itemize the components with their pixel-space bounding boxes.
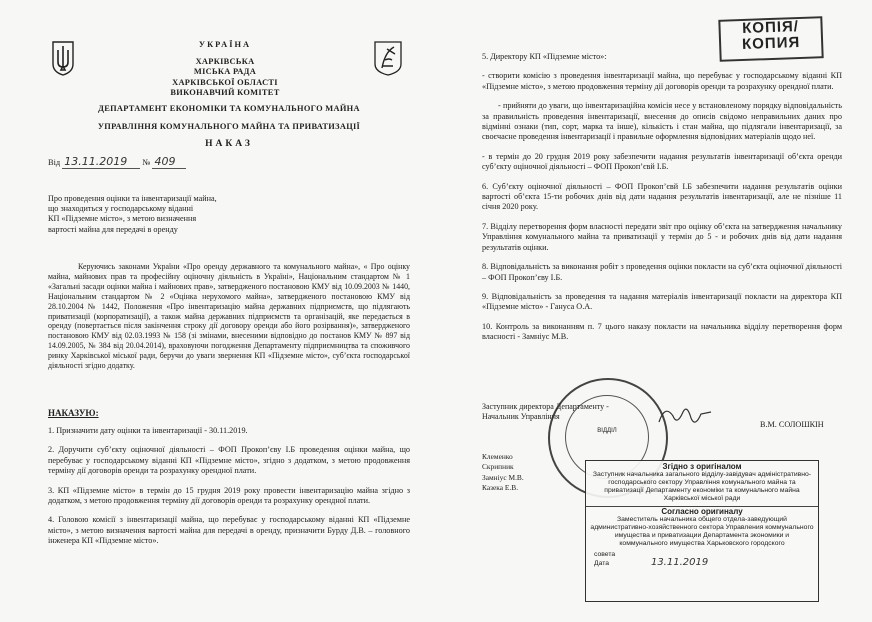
approval-text: Заступник начальника загального відділу-завідувач адміністративно-господарського сектору Управління комунального майна та приватизації Департаменту економіки та комунального майна Харківської міської ради bbox=[592, 471, 812, 502]
order-item: 8. Відповідальність за виконання робіт з проведення оцінки покласти на суб’єкта оціночної діяльності – ФОП Прокоп’єву І.Б. bbox=[482, 262, 842, 282]
order-item: 10. Контроль за виконанням п. 7 цього наказу покласти на начальника відділу перетворення форм власності - Замніус М.В. bbox=[482, 321, 842, 342]
department-name: ДЕПАРТАМЕНТ ЕКОНОМІКИ ТА КОМУНАЛЬНОГО МАЙНА bbox=[98, 104, 360, 113]
executor-name: Клеменко bbox=[482, 452, 513, 461]
order-item: 2. Доручити суб’єкту оціночної діяльності – ФОП Прокоп’єву І.Б проведення оцінки майна, що перебуває у господарському віданні КП «Підземне місто», згідно з додатком, з метою продовження терміну дії договорів оренди та розрахунку орендної плати. bbox=[48, 445, 410, 476]
order-item: - прийняти до уваги, що інвентаризаційна комісія несе у встановленому порядку відповідальність за правильність проведення інвентаризації, внесення до описів свідомо неправильних даних про відмінні ознаки (тип, сорт, марка та інше), кількість і стан майна, що підлягали інвентаризації, за своєчасне проведення інвентаризації і правильне оформлення відповідних матеріалів щодо неї. bbox=[482, 101, 842, 142]
order-item: 9. Відповідальність за проведення та надання матеріалів інвентаризації покласти на директора КП «Підземне місто» - Гануса О.А. bbox=[482, 291, 842, 312]
org-line: ВИКОНАВЧИЙ КОМІТЕТ bbox=[170, 88, 280, 97]
date-prefix: Від bbox=[48, 158, 61, 167]
copy-stamp-line: КОПИЯ bbox=[741, 33, 801, 54]
approval-date-label: Дата bbox=[594, 560, 610, 567]
signer-title: Заступник директора Департаменту - bbox=[482, 402, 609, 411]
approval-date-value: 13.11.2019 bbox=[650, 557, 709, 568]
date-number-line bbox=[48, 155, 186, 169]
subject-line: Про проведення оцінки та інвентаризації майна, bbox=[48, 194, 217, 203]
order-item: 5. Директору КП «Підземне місто»: bbox=[482, 52, 607, 61]
kharkiv-emblem-icon bbox=[373, 40, 403, 76]
nakazuyu-heading: НАКАЗУЮ: bbox=[48, 408, 99, 418]
order-items-left bbox=[48, 426, 410, 547]
preamble-text: Керуючись законами України «Про оренду державного та комунального майна», « Про оцінку майна, майнових прав та професійну оціночну діяльність в Україні», Національним стандартом № 1 «Загальні засади оцінки майна і майнових прав», затвердженого постановою КМУ від 10.09.2003 № 1440, Національним стандартом № 2 «Оцінка нерухомого майна», затвердженого постановою КМУ від 28.10.2004 № 1442, Положення «Про інвентаризацію майна державних підприємств, що підлягають приватизації (корпоратизації), а також майна державних підприємств та організацій, яке передається в оренду (повертається після закінчення строку дії договору оренди або його розірвання)», затвердженого постановою КМУ від 02.03.1993 № 158 (зі змінами, внесеними відповідно до постанов КМУ № 897 від 14.09.2005, № 384 від 20.04.2014), враховуючи погодження Департаменту підприємництва та споживчого ринку Харківської міської ради, беручи до уваги звернення КП «Підземне місто», суб’єкта господарської діяльності згідно додатку. bbox=[48, 262, 410, 371]
order-item: 6. Суб’єкту оціночної діяльності – ФОП Прокоп’євй І.Б забезпечити надання результатів оцінки вартості об’єкта 15-ти робочих днів від дати надання результатів інвентаризації, але не пізніше 11 січня 2020 року. bbox=[482, 181, 842, 212]
executor-name: Замніус М.В. bbox=[482, 472, 524, 482]
order-item: 1. Призначити дату оцінки та інвентаризації - 30.11.2019. bbox=[48, 426, 248, 435]
signer-title: Начальник Управління bbox=[482, 412, 560, 422]
org-line: ХАРКІВСЬКА bbox=[195, 56, 255, 66]
number-prefix: № bbox=[142, 158, 151, 167]
approval-title: Согласно оригиналу bbox=[661, 507, 743, 516]
directorate-name: УПРАВЛІННЯ КОМУНАЛЬНОГО МАЙНА ТА ПРИВАТИЗАЦІЇ bbox=[97, 122, 361, 131]
order-items-right bbox=[482, 52, 842, 343]
approval-stamp bbox=[585, 460, 819, 602]
order-item: 7. Відділу перетворення форм власності передати звіт про оцінку об’єкта на затвердження начальнику Управління комунального майна та приватизації у термін до 5 - и робочих днів від дати надання результатів оцінки. bbox=[482, 221, 842, 252]
order-item: - в термін до 20 грудня 2019 року забезпечити надання результатів інвентаризації об’єкта оренди суб’єкту оціночної діяльності – ФОП Прокоп’євй І.Б. bbox=[482, 151, 842, 172]
signer-name: В.М. СОЛОШКІН bbox=[760, 420, 824, 429]
org-line: ХАРКІВСЬКОЇ ОБЛАСТІ bbox=[172, 77, 278, 87]
order-item: 4. Головою комісії з інвентаризації майна, що перебуває у господарському віданні КП «Підземне місто», з метою визначення вартості майна для передачі в оренду, призначити Бурду Д.В. – головного інженера КП «Підземне місто». bbox=[48, 515, 410, 546]
signature-block bbox=[482, 402, 609, 423]
executors-list bbox=[482, 452, 524, 494]
order-item: 3. КП «Підземне місто» в термін до 15 грудня 2019 року провести інвентаризацію майна згідно з додатком, з метою продовження терміну дії договорів оренди та розрахунку орендної плати. bbox=[48, 485, 410, 506]
approval-sign-label: совета bbox=[594, 551, 616, 558]
order-item: - створити комісію з проведення інвентаризації майна, що перебуває у господарському віданні КП «Підземне місто», з метою продовження терміну дії договорів оренди та розрахунку орендної плати. bbox=[482, 71, 842, 91]
document-header bbox=[80, 40, 370, 99]
doc-type: НАКАЗ bbox=[205, 139, 253, 149]
seal-label: ВІДДІЛ bbox=[597, 428, 617, 434]
number-value: 409 bbox=[152, 155, 186, 169]
approval-text: Заместитель начальника общего отдела-заведующий административно-хозяйственного сектора Управления коммунального имущества и приватизации Департамента экономики и коммунального имущества Харьковского городского bbox=[590, 516, 814, 547]
approval-title: Згідно з оригіналом bbox=[662, 462, 742, 471]
subject-line: КП «Підземне місто», з метою визначення bbox=[48, 214, 197, 224]
subject-line: вартості майна для передачі в оренду bbox=[48, 224, 178, 234]
order-subject bbox=[48, 194, 248, 235]
executor-name: Скрипник bbox=[482, 462, 514, 472]
trident-emblem-icon bbox=[50, 40, 76, 76]
preamble bbox=[48, 262, 410, 371]
subject-line: що знаходиться у господарському віданні bbox=[48, 204, 194, 214]
copy-stamp-line: КОПІЯ/ bbox=[741, 18, 800, 37]
date-value: 13.11.2019 bbox=[62, 155, 140, 169]
org-line: МІСЬКА РАДА bbox=[193, 67, 257, 76]
executor-name: Казека Е.В. bbox=[482, 483, 519, 493]
country-name: УКРАЇНА bbox=[198, 40, 252, 49]
handwritten-signature-icon bbox=[655, 400, 715, 434]
